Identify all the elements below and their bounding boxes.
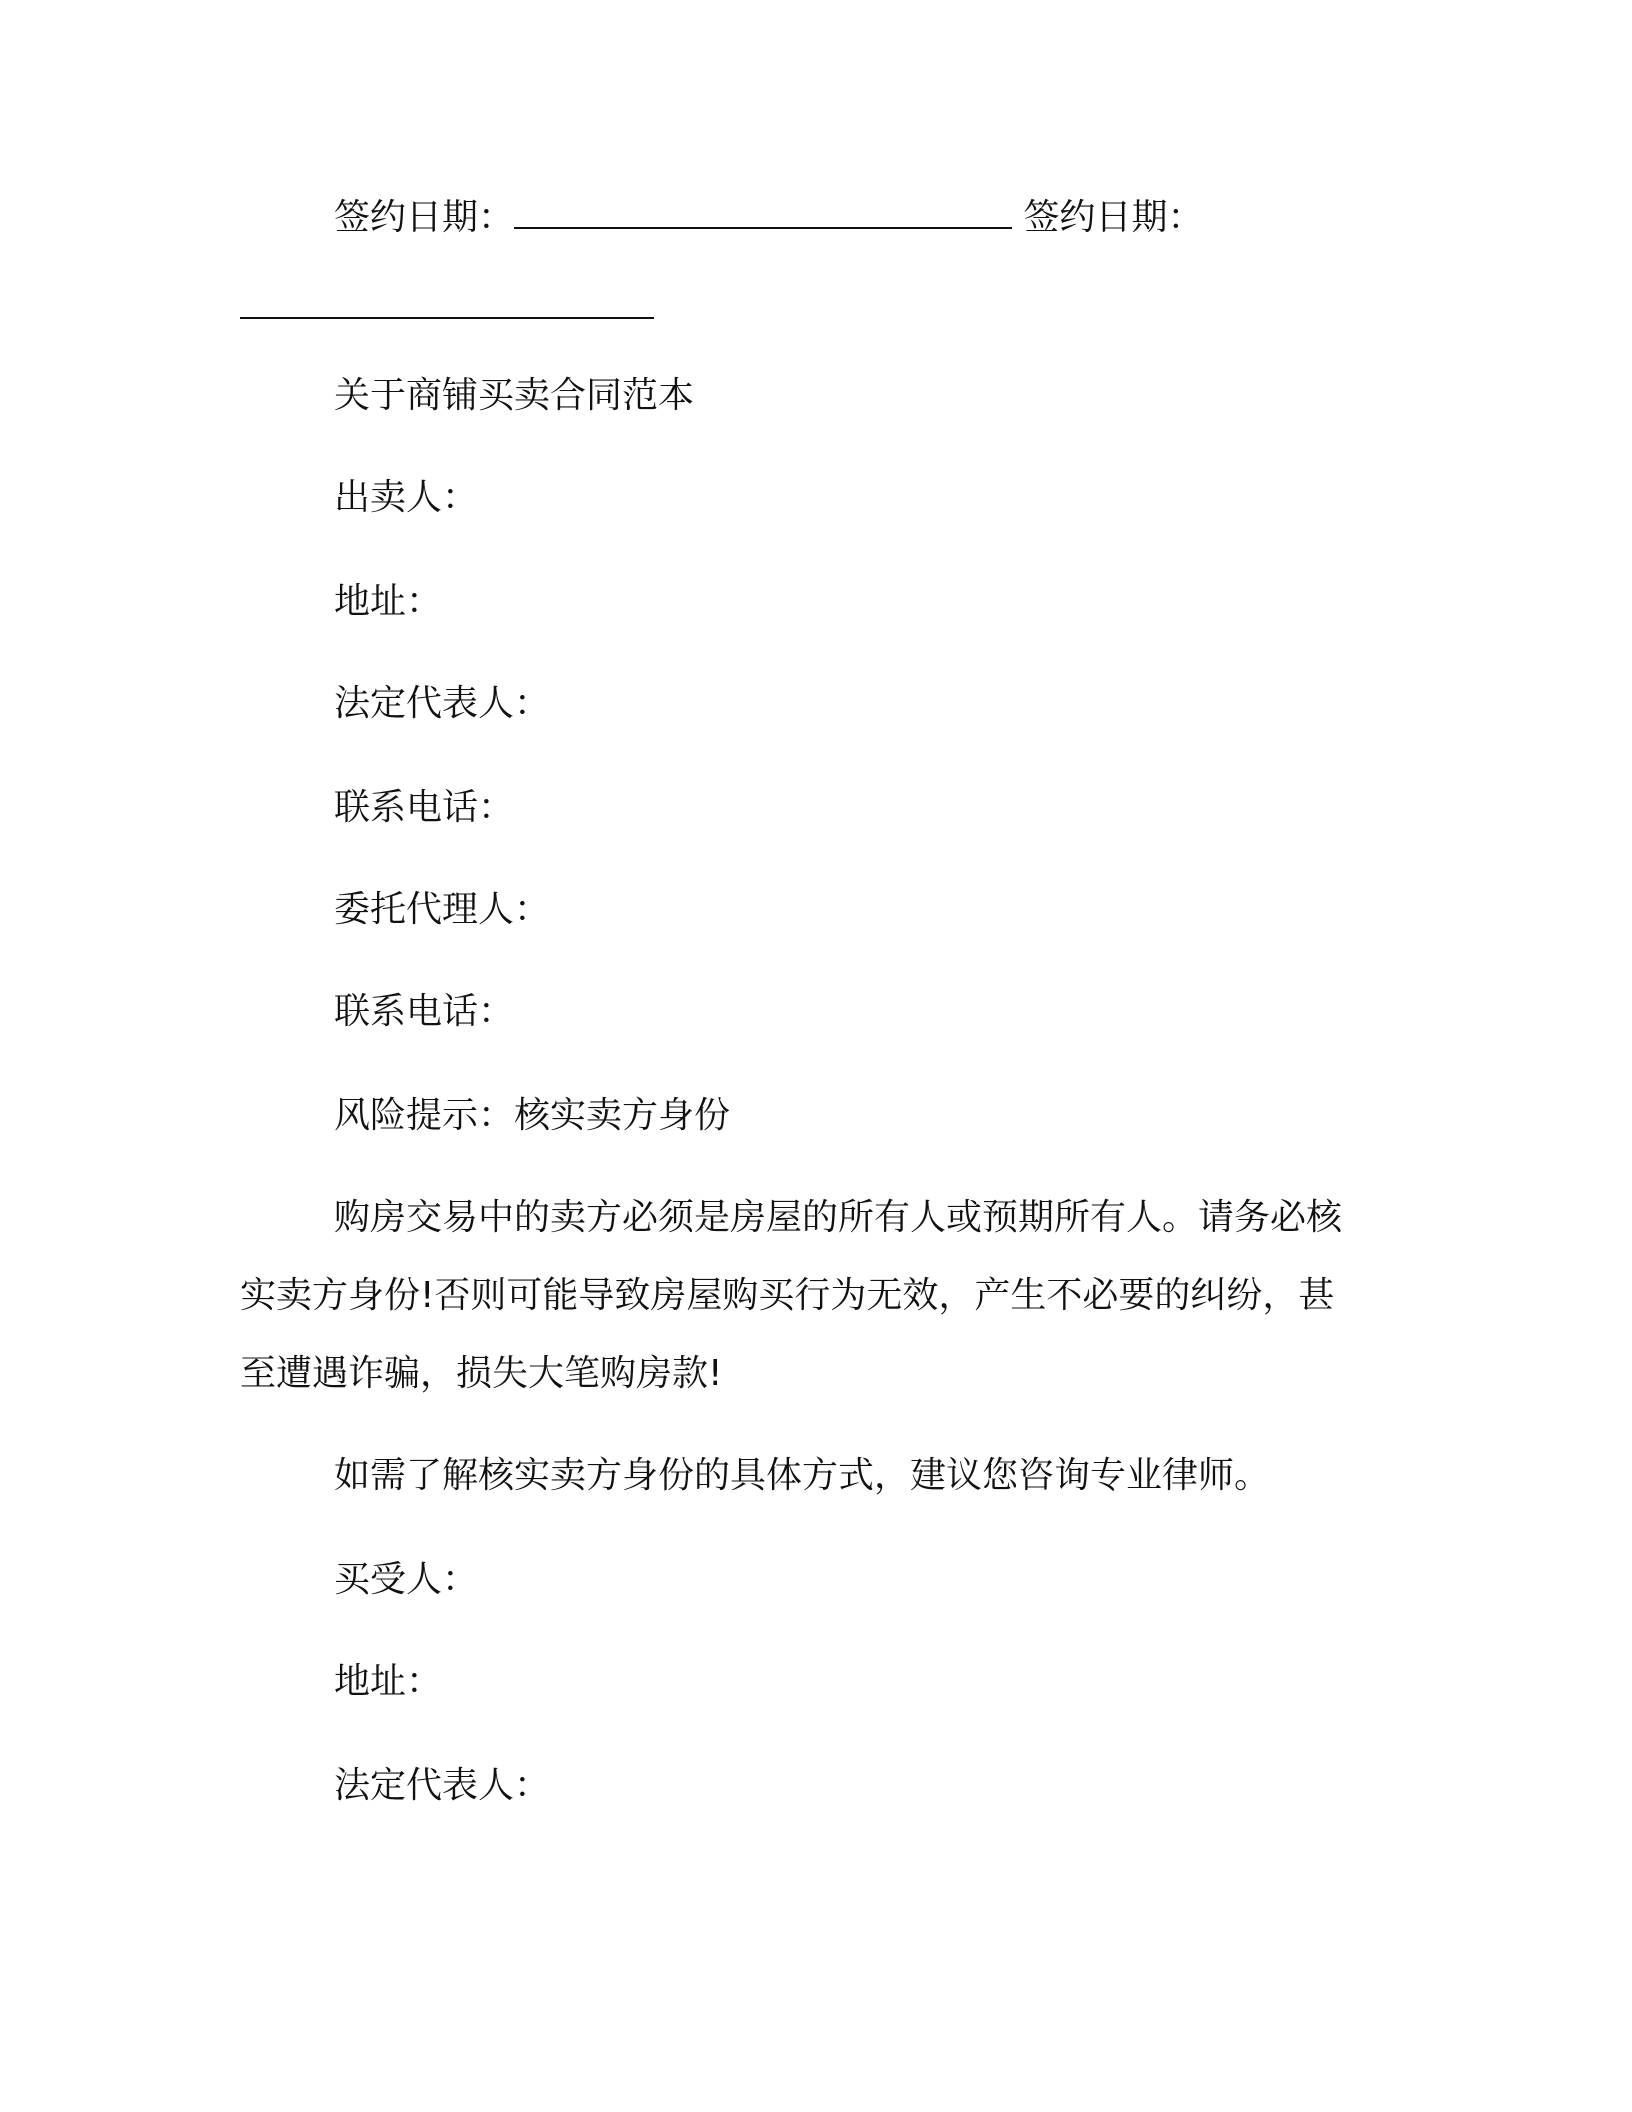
buyer-name-label: 买受人：	[334, 1559, 479, 1600]
seller-agent-label: 委托代理人：	[334, 889, 551, 930]
buyer-legal-rep-label: 法定代表人：	[334, 1765, 551, 1806]
signing-date-label-2: 签约日期：	[1023, 197, 1204, 238]
document-title: 关于商铺买卖合同范本	[334, 375, 695, 416]
buyer-address-label: 地址：	[334, 1661, 443, 1702]
risk-paragraph-line-2: 实卖方身份!否则可能导致房屋购买行为无效，产生不必要的纠纷，甚	[240, 1275, 1335, 1316]
risk-paragraph-line-1: 购房交易中的卖方必须是房屋的所有人或预期所有人。请务必核	[334, 1197, 1343, 1238]
risk-heading: 风险提示：核实卖方身份	[334, 1095, 731, 1136]
signing-date-blank-1	[514, 197, 1012, 229]
seller-legal-rep-label: 法定代表人：	[334, 683, 551, 724]
signing-date-row	[334, 196, 1203, 240]
risk-paragraph-line-3: 至遭遇诈骗，损失大笔购房款!	[240, 1353, 723, 1394]
seller-address-label: 地址：	[334, 581, 443, 622]
signing-date-label-1: 签约日期：	[334, 197, 515, 238]
risk-advice: 如需了解核实卖方身份的具体方式，建议您咨询专业律师。	[334, 1455, 1271, 1496]
seller-name-label: 出卖人：	[334, 477, 479, 518]
seller-phone-label: 联系电话：	[334, 787, 515, 828]
signing-date-blank-2	[240, 287, 654, 319]
signing-date-continuation	[240, 286, 654, 330]
seller-agent-phone-label: 联系电话：	[334, 991, 515, 1032]
